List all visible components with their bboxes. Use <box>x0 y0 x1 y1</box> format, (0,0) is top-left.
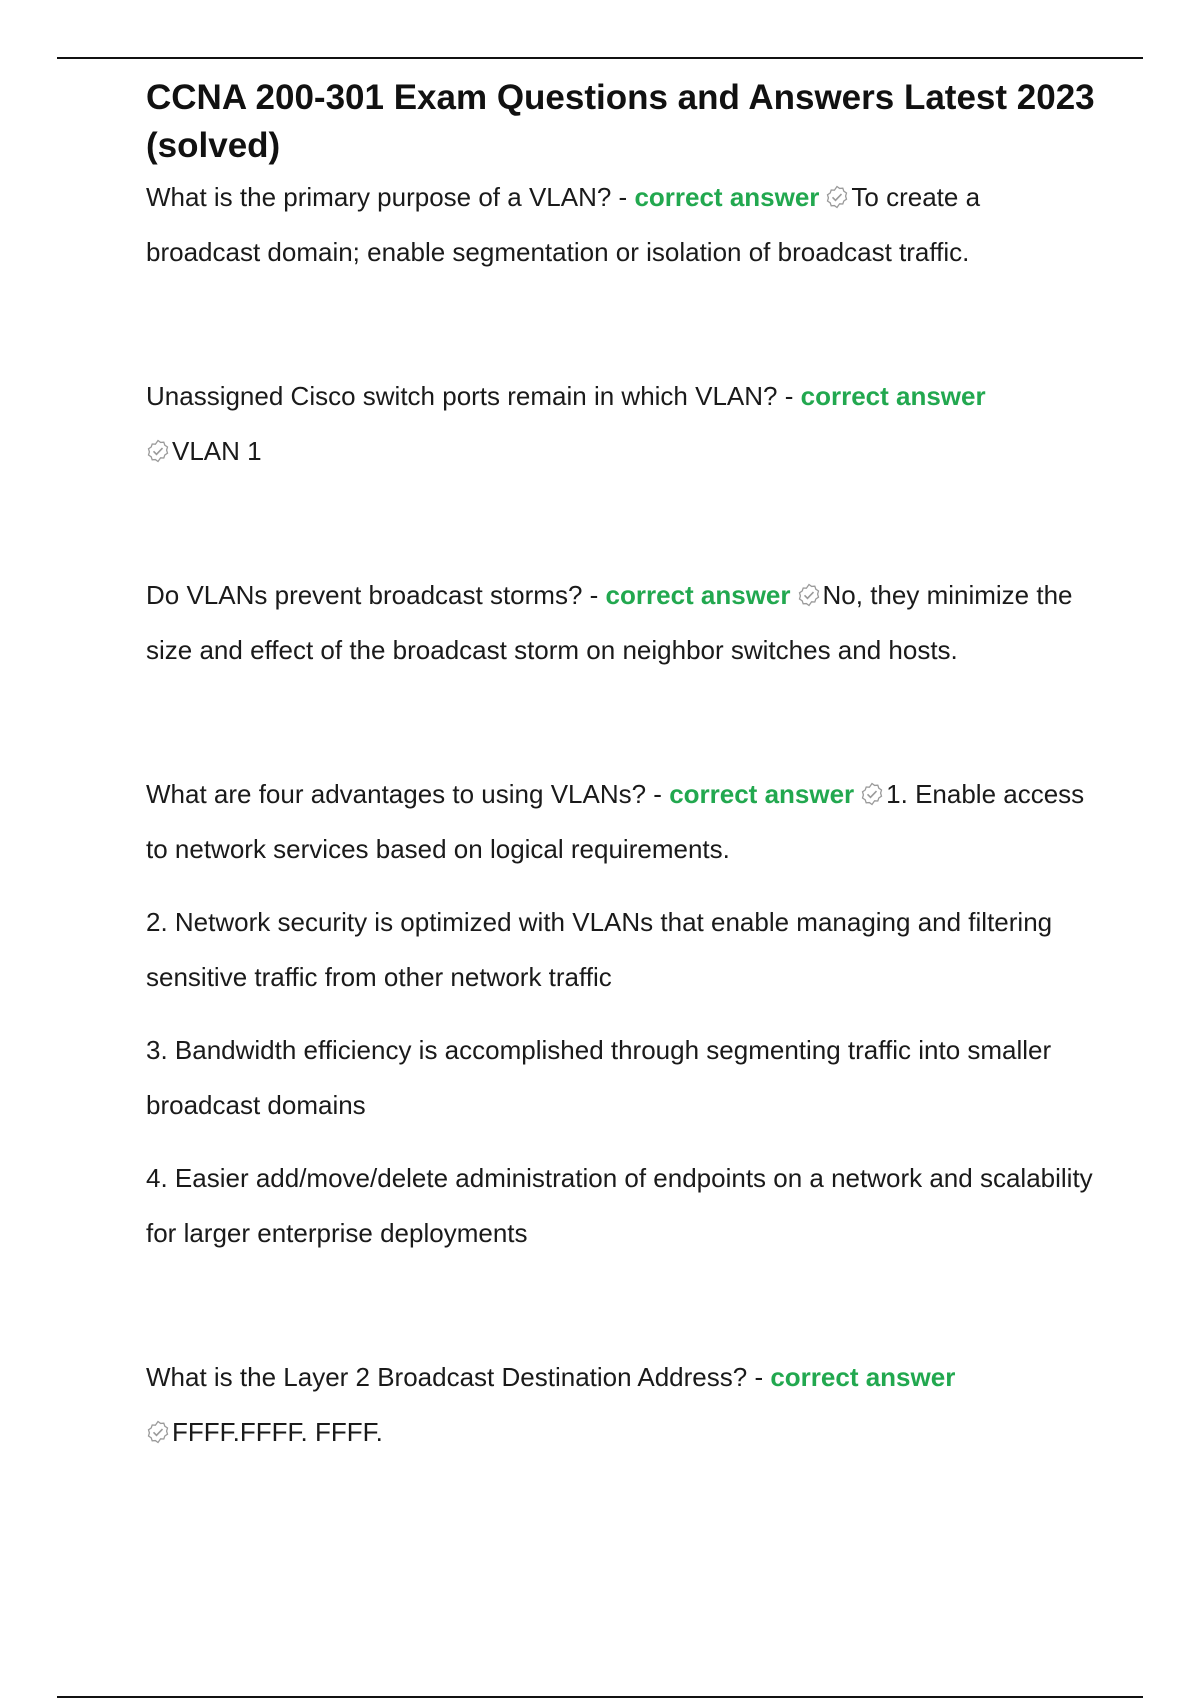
separator: - <box>747 1362 771 1392</box>
answer-list-item: 3. Bandwidth efficiency is accomplished through segmenting traffic into smaller broadcast domains <box>146 1035 1052 1120</box>
correct-answer-label: correct answer <box>770 1362 956 1392</box>
top-rule <box>57 57 1143 59</box>
question-text: What are four advantages to using VLANs? <box>146 779 647 809</box>
separator: - <box>611 182 635 212</box>
document-body <box>146 74 1096 1460</box>
answer-text: No, they minimize the size and effect of the broadcast storm on neighbor switches and hosts. <box>146 580 1073 665</box>
bottom-rule <box>57 1696 1143 1698</box>
correct-answer-label: correct answer <box>634 182 820 212</box>
answer-text: To create a broadcast domain; enable segmentation or isolation of broadcast traffic. <box>146 182 981 267</box>
answer-text: VLAN 1 <box>172 436 262 466</box>
separator: - <box>777 381 801 411</box>
answer-list-item: 2. Network security is optimized with VLANs that enable managing and filtering sensitive traffic from other network traffic <box>146 907 1053 992</box>
document-title: CCNA 200-301 Exam Questions and Answers Latest 2023 (solved) <box>146 78 1095 165</box>
correct-answer-label: correct answer <box>800 381 986 411</box>
qa-item-5 <box>146 1350 1096 1460</box>
correct-answer-label: correct answer <box>669 779 855 809</box>
qa-item-3 <box>146 568 1096 678</box>
check-badge-icon <box>825 185 849 209</box>
question-text: Do VLANs prevent broadcast storms? <box>146 580 583 610</box>
check-badge-icon <box>146 439 170 463</box>
qa-item-2 <box>146 369 1096 479</box>
separator: - <box>582 580 606 610</box>
separator: - <box>646 779 670 809</box>
check-badge-icon <box>860 782 884 806</box>
check-badge-icon <box>146 1420 170 1444</box>
question-text: What is the Layer 2 Broadcast Destination Address? <box>146 1362 748 1392</box>
qa-item-4-question <box>146 767 1096 877</box>
question-text: Unassigned Cisco switch ports remain in which VLAN? <box>146 381 778 411</box>
qa-item-4 <box>146 767 1096 1261</box>
question-text: What is the primary purpose of a VLAN? <box>146 182 612 212</box>
check-badge-icon <box>797 583 821 607</box>
answer-text: FFFF.FFFF. FFFF. <box>172 1417 383 1447</box>
answer-text: 1. Enable access to network services based on logical requirements. <box>146 779 1085 864</box>
answer-list-item: 4. Easier add/move/delete administration of endpoints on a network and scalability for larger enterprise deployments <box>146 1163 1093 1248</box>
qa-item-1 <box>146 170 1096 280</box>
correct-answer-label: correct answer <box>605 580 791 610</box>
